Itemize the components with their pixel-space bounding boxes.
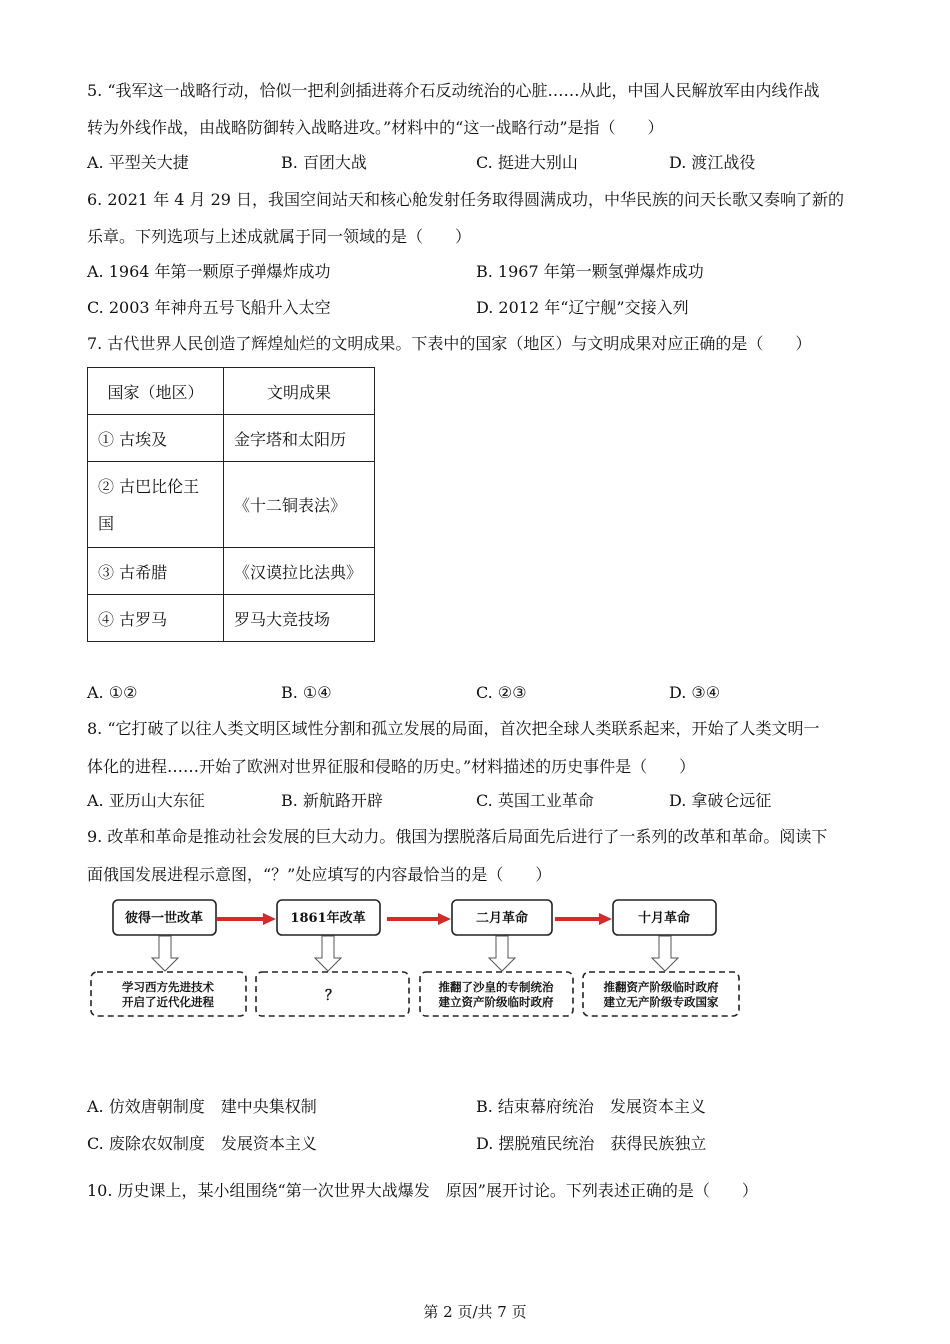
q7-option-b: B. ①④ xyxy=(281,683,332,702)
table-cell-achievement: 罗马大竞技场 xyxy=(224,595,375,642)
flow-bottom-text: 学习西方先进技术 xyxy=(122,980,214,994)
table-cell-achievement: 金字塔和太阳历 xyxy=(224,415,375,462)
down-arrow-icon xyxy=(489,936,515,971)
q5-option-c: C. 挺进大别山 xyxy=(476,153,578,172)
table-cell-achievement: 《十二铜表法》 xyxy=(224,462,375,548)
q7-option-a: A. ①② xyxy=(87,683,138,702)
q6-option-d: D. 2012 年“辽宁舰”交接入列 xyxy=(476,298,689,317)
flow-bottom-question-mark: ？ xyxy=(325,988,339,1004)
q7-option-d: D. ③④ xyxy=(669,683,721,702)
flow-bottom-text: 建立资产阶级临时政府 xyxy=(438,995,554,1009)
flow-top-label: 彼得一世改革 xyxy=(124,911,204,926)
q9-option-a: A. 仿效唐朝制度 建中央集权制 xyxy=(87,1097,317,1116)
q9-stem-line1: 9. 改革和革命是推动社会发展的巨大动力。俄国为摆脱落后局面先后进行了一系列的改革和革命。阅读下 xyxy=(87,827,828,846)
q9-option-d: D. 摆脱殖民统治 获得民族独立 xyxy=(476,1134,707,1153)
q6-stem-line1: 6. 2021 年 4 月 29 日，我国空间站天和核心舱发射任务取得圆满成功，中华民族的问天长歌又奏响了新的 xyxy=(87,190,845,209)
q5-option-b: B. 百团大战 xyxy=(281,153,367,172)
q6-option-a: A. 1964 年第一颗原子弹爆炸成功 xyxy=(87,262,331,281)
flow-top-label: 十月革命 xyxy=(637,911,691,926)
flow-dashed-box-1 xyxy=(91,972,246,1016)
flow-dashed-box-4 xyxy=(583,972,739,1016)
q9-stem-line2: 面俄国发展进程示意图，“？”处应填写的内容最恰当的是（ ） xyxy=(87,865,552,884)
q7-option-c: C. ②③ xyxy=(476,683,527,702)
down-arrow-icon xyxy=(315,936,341,971)
table-cell-country: ③ 古希腊 xyxy=(88,548,224,595)
q5-stem-line1: 5. “我军这一战略行动，恰似一把利剑插进蒋介石反动统治的心脏……从此，中国人民解放军由内线作战 xyxy=(87,81,820,100)
q8-option-b: B. 新航路开辟 xyxy=(281,791,383,810)
flow-bottom-text: 开启了近代化进程 xyxy=(122,995,214,1009)
table-row xyxy=(88,462,375,548)
table-cell-country xyxy=(88,462,224,548)
table-cell-country-wrap: 国 xyxy=(98,513,115,533)
q8-option-d: D. 拿破仑远征 xyxy=(669,791,772,810)
table-cell-country: ① 古埃及 xyxy=(88,415,224,462)
q5-stem-line2: 转为外线作战，由战略防御转入战略进攻。”材料中的“这一战略行动”是指（ ） xyxy=(87,118,664,137)
q7-stem-line1: 7. 古代世界人民创造了辉煌灿烂的文明成果。下表中的国家（地区）与文明成果对应正确的是（ ） xyxy=(87,334,812,353)
flow-bottom-text: 推翻了沙皇的专制统治 xyxy=(438,980,554,994)
page-footer: 第 2 页/共 7 页 xyxy=(423,1303,527,1321)
flow-bottom-text: 建立无产阶级专政国家 xyxy=(603,995,719,1009)
table-header-country: 国家（地区） xyxy=(88,368,224,415)
arrow-head-icon xyxy=(599,913,612,925)
flow-bottom-text: 推翻资产阶级临时政府 xyxy=(603,980,719,994)
q6-stem-line2: 乐章。下列选项与上述成就属于同一领域的是（ ） xyxy=(87,227,472,246)
q7-table xyxy=(87,367,375,642)
arrow-head-icon xyxy=(438,913,451,925)
q5-option-a: A. 平型关大捷 xyxy=(87,153,189,172)
table-row xyxy=(88,548,375,595)
q8-option-c: C. 英国工业革命 xyxy=(476,791,594,810)
table-row xyxy=(88,595,375,642)
table-header-row xyxy=(88,368,375,415)
q8-stem-line1: 8. “它打破了以往人类文明区域性分割和孤立发展的局面，首次把全球人类联系起来，开始了人类文明一 xyxy=(87,719,820,738)
q8-option-a: A. 亚历山大东征 xyxy=(87,791,205,810)
q10-stem-line1: 10. 历史课上，某小组围绕“第一次世界大战爆发 原因”展开讨论。下列表述正确的是（ ） xyxy=(87,1181,758,1200)
table-cell-country: ④ 古罗马 xyxy=(88,595,224,642)
table-cell-country-text: ② 古巴比伦王 xyxy=(98,476,200,496)
down-arrow-icon xyxy=(152,936,178,971)
q9-option-c: C. 废除农奴制度 发展资本主义 xyxy=(87,1134,317,1153)
flow-top-label: 1861年改革 xyxy=(290,911,366,926)
flow-dashed-box-3 xyxy=(420,972,573,1016)
q6-option-c: C. 2003 年神舟五号飞船升入太空 xyxy=(87,298,331,317)
arrow-head-icon xyxy=(263,913,276,925)
russia-development-flowchart xyxy=(85,895,745,1025)
q5-option-d: D. 渡江战役 xyxy=(669,153,756,172)
table-cell-achievement: 《汉谟拉比法典》 xyxy=(224,548,375,595)
table-row xyxy=(88,415,375,462)
q6-option-b: B. 1967 年第一颗氢弹爆炸成功 xyxy=(476,262,704,281)
q9-option-b: B. 结束幕府统治 发展资本主义 xyxy=(476,1097,706,1116)
down-arrow-icon xyxy=(652,936,678,971)
q8-stem-line2: 体化的进程……开始了欧洲对世界征服和侵略的历史。”材料描述的历史事件是（ ） xyxy=(87,757,696,776)
flow-top-label: 二月革命 xyxy=(475,911,529,926)
table-header-achievement: 文明成果 xyxy=(224,368,375,415)
